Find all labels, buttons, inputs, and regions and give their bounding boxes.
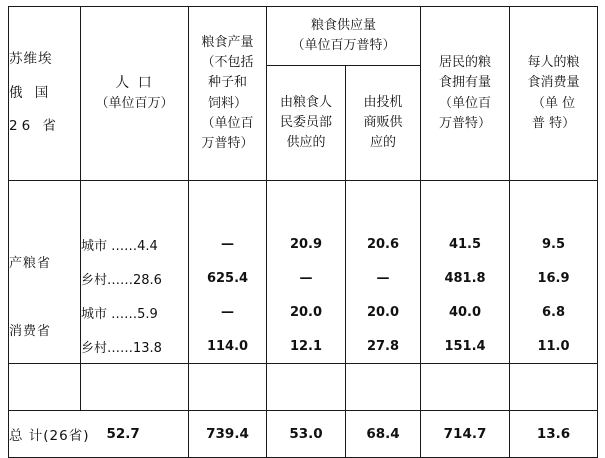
header-consumption <box>510 7 598 181</box>
cell-supply-private-consuming-urban: 20.0 <box>346 295 421 329</box>
header-region-line-3: 26 省 <box>9 118 60 135</box>
table-row <box>9 227 598 261</box>
header-population <box>81 7 189 181</box>
total-supply-private: 68.4 <box>346 411 421 458</box>
header-holdings-line-2: 食拥有量 <box>439 75 492 91</box>
spacer-row-bottom <box>9 364 598 411</box>
spacer-cell <box>189 181 267 228</box>
header-supply-private <box>346 66 421 181</box>
header-population-unit: （单位百万） <box>95 96 174 112</box>
cell-consumption-consuming-rural: 11.0 <box>510 329 598 364</box>
header-grain-output-line-3: 饲料） <box>207 95 247 111</box>
cell-holdings-consuming-rural: 151.4 <box>421 329 510 364</box>
header-supply-private-line-3: 应的 <box>370 135 397 151</box>
header-region-line-2: 俄 国 <box>9 84 53 101</box>
cell-supply-state-consuming-urban: 20.0 <box>267 295 346 329</box>
header-grain-output-line-4: （单位百 <box>201 115 254 131</box>
header-holdings-line-4: 万普特） <box>439 115 492 131</box>
header-holdings <box>421 7 510 181</box>
cell-output-producing-urban: — <box>189 227 267 261</box>
header-supply-group <box>267 7 421 66</box>
header-holdings-line-3: （单位百 <box>439 95 492 111</box>
cell-population-producing-urban: 城市 ……4.4 <box>81 227 189 261</box>
header-supply-group-unit: （单位百万普特） <box>291 38 396 53</box>
spacer-cell <box>421 181 510 228</box>
cell-output-consuming-urban: — <box>189 295 267 329</box>
cell-supply-private-consuming-rural: 27.8 <box>346 329 421 364</box>
header-supply-state <box>267 66 346 181</box>
spacer-cell <box>346 364 421 411</box>
cell-population-consuming-rural: 乡村……13.8 <box>81 329 189 364</box>
spacer-cell <box>81 181 189 228</box>
row-group-consuming: 消费省 <box>9 295 81 364</box>
cell-holdings-consuming-urban: 40.0 <box>421 295 510 329</box>
header-supply-state-line-3: 供应的 <box>286 135 326 151</box>
table-row <box>9 261 598 295</box>
spacer-cell <box>9 181 81 228</box>
header-grain-output <box>189 7 267 181</box>
table-body <box>9 181 598 458</box>
header-supply-private-line-1: 由投机 <box>363 94 403 110</box>
header-supply-group-title: 粮食供应量 <box>311 17 377 33</box>
spacer-cell <box>510 364 598 411</box>
header-supply-state-line-1: 由粮食人 <box>279 94 332 110</box>
spacer-cell <box>510 181 598 228</box>
table-row <box>9 329 598 364</box>
cell-supply-state-producing-urban: 20.9 <box>267 227 346 261</box>
cell-output-consuming-rural: 114.0 <box>189 329 267 364</box>
header-grain-output-line-5: 万普特） <box>201 135 254 151</box>
cell-output-producing-rural: 625.4 <box>189 261 267 295</box>
header-consumption-line-2: 食消费量 <box>527 75 580 91</box>
header-population-title: 人 口 <box>115 74 154 91</box>
header-grain-output-title: 粮食产量 <box>201 35 254 51</box>
total-supply-state: 53.0 <box>267 411 346 458</box>
cell-supply-private-producing-rural: — <box>346 261 421 295</box>
cell-holdings-producing-rural: 481.8 <box>421 261 510 295</box>
total-holdings: 714.7 <box>421 411 510 458</box>
cell-supply-state-consuming-rural: 12.1 <box>267 329 346 364</box>
header-grain-output-line-1: （不包括 <box>201 55 254 71</box>
cell-population-consuming-urban: 城市 ……5.9 <box>81 295 189 329</box>
spacer-cell <box>346 181 421 228</box>
row-group-producing: 产粮省 <box>9 227 81 295</box>
cell-population-producing-rural: 乡村……28.6 <box>81 261 189 295</box>
header-supply-private-line-2: 商贩供 <box>363 114 403 130</box>
spacer-cell <box>189 364 267 411</box>
cell-consumption-producing-urban: 9.5 <box>510 227 598 261</box>
total-output: 739.4 <box>189 411 267 458</box>
header-supply-state-line-2: 民委员部 <box>279 114 332 130</box>
total-population: 52.7 <box>81 411 189 458</box>
cell-holdings-producing-urban: 41.5 <box>421 227 510 261</box>
cell-consumption-producing-rural: 16.9 <box>510 261 598 295</box>
table-total-row <box>9 411 598 458</box>
header-consumption-line-1: 每人的粮 <box>527 55 580 71</box>
spacer-row-top <box>9 181 598 228</box>
header-consumption-line-3: （单 位 <box>531 95 576 111</box>
total-label: 总 计(26省) <box>9 411 81 458</box>
spacer-cell <box>267 181 346 228</box>
spacer-cell <box>267 364 346 411</box>
statistics-table <box>8 6 598 458</box>
header-region <box>9 7 81 181</box>
spacer-cell <box>81 364 189 411</box>
spacer-cell <box>421 364 510 411</box>
cell-supply-private-producing-urban: 20.6 <box>346 227 421 261</box>
header-region-line-1: 苏维埃 <box>9 50 53 67</box>
header-grain-output-line-2: 种子和 <box>207 75 247 91</box>
table-header <box>9 7 598 181</box>
table-row <box>9 295 598 329</box>
spacer-cell <box>9 364 81 411</box>
header-holdings-line-1: 居民的粮 <box>439 55 492 71</box>
cell-consumption-consuming-urban: 6.8 <box>510 295 598 329</box>
header-consumption-line-4: 普 特） <box>531 115 576 131</box>
cell-supply-state-producing-rural: — <box>267 261 346 295</box>
total-consumption: 13.6 <box>510 411 598 458</box>
